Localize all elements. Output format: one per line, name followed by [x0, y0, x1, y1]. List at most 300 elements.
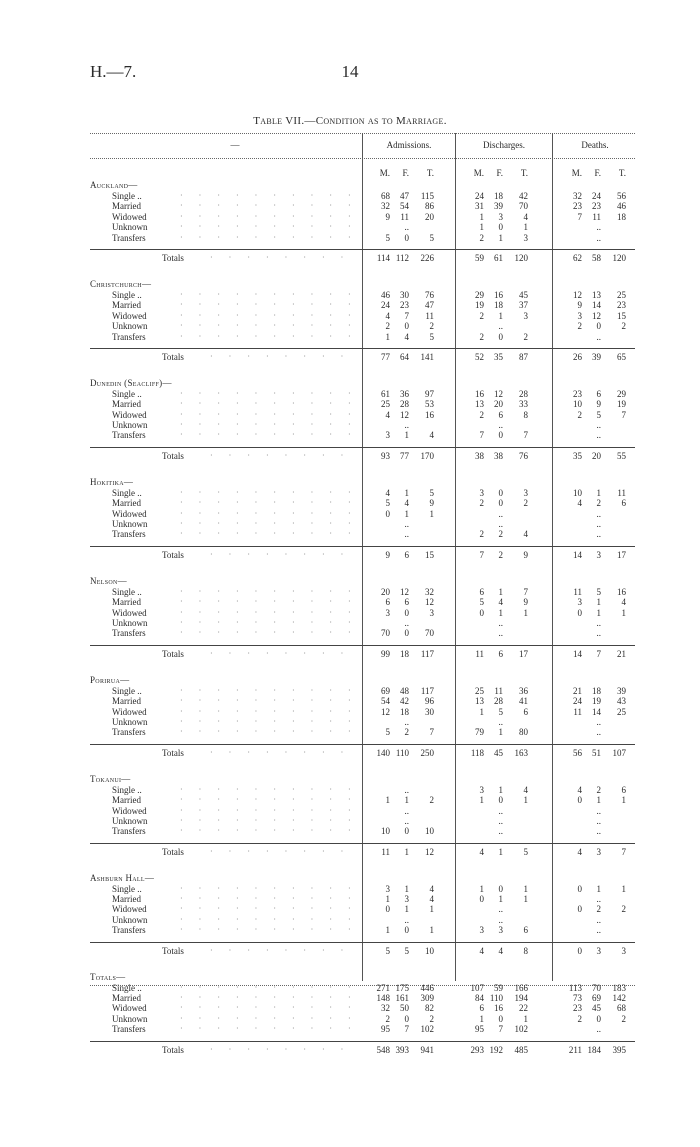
document-code: H.—7. [90, 62, 137, 81]
cell-value: 2 [385, 1013, 390, 1024]
cell-value: 0 [498, 795, 503, 806]
section-gap [90, 960, 635, 972]
cell-value: 70 [381, 628, 390, 639]
total-value: 56 [573, 747, 582, 758]
cell-value: 4 [385, 310, 390, 321]
cell-value: 4 [523, 211, 528, 222]
leader-dots: ········ [210, 1044, 360, 1054]
row-label: Transfers [112, 628, 146, 639]
totals-label: Totals [162, 1044, 184, 1055]
row-label: Single .. [112, 685, 142, 696]
leader-dots: ·········· [180, 399, 367, 409]
row-label: Widowed [112, 508, 147, 519]
totals-row [90, 348, 635, 366]
total-value: 5 [523, 846, 528, 857]
table-row [90, 1024, 635, 1034]
leader-dots: ·········· [180, 883, 367, 893]
cell-value: 3 [523, 310, 528, 321]
leader-dots: ·········· [180, 1003, 367, 1013]
cell-value: 3 [385, 883, 390, 894]
cell-value: 41 [519, 696, 528, 707]
cell-value: 0 [577, 883, 582, 894]
cell-value: 2 [479, 529, 484, 540]
leader-dots: ········ [210, 252, 360, 262]
cell-value: 2 [577, 321, 582, 332]
cell-value: 10 [381, 826, 390, 837]
cell-value: 2 [621, 904, 626, 915]
total-value: 26 [573, 351, 582, 362]
cell-value: 161 [395, 993, 409, 1004]
cell-value: 11 [425, 310, 434, 321]
total-value: 1 [498, 846, 503, 857]
total-value: 6 [404, 549, 409, 560]
subheader-m: M. [571, 168, 582, 178]
cell-value: 42 [519, 191, 528, 201]
row-label: Married [112, 696, 141, 707]
subheader-row [90, 168, 635, 180]
row-label: Widowed [112, 706, 147, 717]
cell-value: .. [404, 784, 409, 795]
cell-value: 20 [494, 399, 503, 410]
cell-value: 0 [404, 826, 409, 837]
total-value: 393 [395, 1044, 409, 1055]
row-label: Widowed [112, 310, 147, 321]
cell-value: 1 [523, 894, 528, 905]
row-label: Unknown [112, 519, 148, 530]
cell-value: 3 [385, 430, 390, 441]
cell-value: 2 [404, 727, 409, 738]
total-value: 211 [568, 1044, 582, 1055]
totals-row [90, 942, 635, 960]
subheader-f: F. [594, 168, 601, 178]
cell-value: .. [498, 805, 503, 816]
total-value: 59 [475, 252, 484, 263]
cell-value: 18 [494, 300, 503, 311]
section-name: Ashburn Hall— [90, 872, 155, 883]
total-value: 35 [573, 450, 582, 461]
row-label: Single .. [112, 191, 142, 201]
cell-value: 21 [573, 685, 582, 696]
total-value: 20 [592, 450, 601, 461]
cell-value: 86 [425, 201, 434, 212]
cell-value: 13 [475, 696, 484, 707]
leader-dots: ········ [210, 549, 360, 559]
cell-value: 8 [523, 409, 528, 420]
cell-value: 3 [479, 784, 484, 795]
total-value: 293 [470, 1044, 484, 1055]
totals-row [90, 843, 635, 861]
leader-dots: ·········· [180, 201, 367, 211]
cell-value: 70 [592, 982, 601, 993]
deaths-header: Deaths. [581, 140, 609, 150]
cell-value: 16 [494, 1003, 503, 1014]
cell-value: 25 [617, 289, 626, 300]
leader-dots: ·········· [180, 232, 367, 242]
row-label: Unknown [112, 815, 148, 826]
cell-value: 18 [592, 685, 601, 696]
leader-dots: ·········· [180, 222, 367, 232]
leader-dots: ·········· [180, 894, 367, 904]
cell-value: 1 [429, 904, 434, 915]
cell-value: 19 [475, 300, 484, 311]
cell-value: 18 [617, 211, 626, 222]
cell-value: 7 [523, 430, 528, 441]
leader-dots: ········ [210, 648, 360, 658]
leader-dots: ·········· [180, 409, 367, 419]
total-value: 51 [592, 747, 601, 758]
cell-value: 24 [573, 696, 582, 707]
totals-label: Totals [162, 450, 184, 461]
row-label: Transfers [112, 1024, 146, 1035]
cell-value: 29 [475, 289, 484, 300]
cell-value: 7 [479, 430, 484, 441]
cell-value: 4 [404, 498, 409, 509]
table-row [90, 915, 635, 925]
cell-value: 32 [425, 586, 434, 597]
section-gap [90, 663, 635, 675]
cell-value: 3 [498, 925, 503, 936]
cell-value: 61 [381, 388, 390, 399]
row-label: Widowed [112, 904, 147, 915]
section-8 [90, 972, 635, 1071]
totals-row [90, 546, 635, 564]
cell-value: 1 [385, 331, 390, 342]
leader-dots: ·········· [180, 310, 367, 320]
cell-value: 6 [523, 925, 528, 936]
totals-label: Totals [162, 549, 184, 560]
total-value: 17 [617, 549, 626, 560]
cell-value: 1 [479, 883, 484, 894]
cell-value: 0 [596, 321, 601, 332]
total-value: 45 [494, 747, 503, 758]
total-value: 87 [519, 351, 528, 362]
leader-dots: ·········· [180, 519, 367, 529]
cell-value: 29 [617, 388, 626, 399]
cell-value: 3 [404, 894, 409, 905]
row-label: Single .. [112, 982, 142, 993]
cell-value: 9 [523, 597, 528, 608]
cell-value: .. [498, 508, 503, 519]
row-label: Unknown [112, 716, 148, 727]
leader-dots: ·········· [180, 1013, 367, 1023]
total-value: 38 [494, 450, 503, 461]
cell-value: 96 [425, 696, 434, 707]
cell-value: 45 [519, 289, 528, 300]
cell-value: 25 [617, 706, 626, 717]
cell-value: 10 [425, 826, 434, 837]
cell-value: 37 [519, 300, 528, 311]
cell-value: 102 [420, 1024, 434, 1035]
cell-value: 42 [400, 696, 409, 707]
cell-value: 0 [577, 607, 582, 618]
cell-value: 0 [404, 925, 409, 936]
subheader-m: M. [473, 168, 484, 178]
cell-value: 1 [621, 883, 626, 894]
row-label: Single .. [112, 883, 142, 894]
cell-value: 23 [617, 300, 626, 311]
cell-value: 2 [523, 331, 528, 342]
table-row [90, 488, 635, 498]
cell-value: 76 [425, 289, 434, 300]
cell-value: 1 [523, 1013, 528, 1024]
total-value: 11 [381, 846, 390, 857]
cell-value: 3 [577, 597, 582, 608]
cell-value: .. [498, 826, 503, 837]
leader-dots: ········ [210, 351, 360, 361]
total-value: 250 [420, 747, 434, 758]
cell-value: .. [596, 914, 601, 925]
cell-value: 0 [498, 883, 503, 894]
cell-value: .. [404, 519, 409, 530]
cell-value: 5 [385, 727, 390, 738]
leader-dots: ·········· [180, 925, 367, 935]
cell-value: .. [498, 519, 503, 530]
leader-dots: ·········· [180, 191, 367, 200]
leader-dots: ·········· [180, 420, 367, 430]
total-value: 18 [400, 648, 409, 659]
row-label: Unknown [112, 222, 148, 233]
cell-value: 1 [479, 222, 484, 233]
row-label: Married [112, 300, 141, 311]
cell-value: 3 [479, 487, 484, 498]
cell-value: 12 [400, 586, 409, 597]
row-label: Widowed [112, 211, 147, 222]
cell-value: 1 [596, 597, 601, 608]
cell-value: 0 [404, 607, 409, 618]
cell-value: 11 [617, 487, 626, 498]
row-label: Married [112, 597, 141, 608]
cell-value: .. [498, 617, 503, 628]
table-row [90, 608, 635, 618]
cell-value: .. [498, 628, 503, 639]
row-label: Unknown [112, 420, 148, 431]
cell-value: .. [596, 716, 601, 727]
total-value: 112 [395, 252, 409, 263]
cell-value: 12 [592, 310, 601, 321]
cell-value: 7 [404, 310, 409, 321]
leader-dots: ·········· [180, 628, 367, 638]
leader-dots: ·········· [180, 321, 367, 331]
section-0 [90, 180, 635, 279]
cell-value: 32 [573, 191, 582, 201]
cell-value: 1 [404, 904, 409, 915]
cell-value: 12 [425, 597, 434, 608]
cell-value: 5 [429, 487, 434, 498]
cell-value: 14 [592, 300, 601, 311]
table-row [90, 618, 635, 628]
total-value: 61 [494, 252, 503, 263]
cell-value: 5 [385, 232, 390, 243]
cell-value: 12 [400, 409, 409, 420]
table-row [90, 795, 635, 805]
cell-value: .. [404, 617, 409, 628]
total-value: 52 [475, 351, 484, 362]
subheader-t: T. [618, 168, 626, 178]
table-row [90, 300, 635, 310]
cell-value: 16 [494, 289, 503, 300]
total-value: 10 [425, 945, 434, 956]
cell-value: 3 [429, 607, 434, 618]
total-value: 6 [498, 648, 503, 659]
cell-value: 0 [404, 1013, 409, 1024]
cell-value: 6 [385, 597, 390, 608]
cell-value: 2 [479, 409, 484, 420]
cell-value: .. [596, 727, 601, 738]
cell-value: 0 [404, 321, 409, 332]
discharges-header: Discharges. [482, 140, 526, 150]
cell-value: 115 [420, 191, 434, 201]
total-value: 110 [395, 747, 409, 758]
cell-value: .. [498, 815, 503, 826]
cell-value: 32 [381, 201, 390, 212]
cell-value: 2 [479, 498, 484, 509]
total-value: 395 [612, 1044, 626, 1055]
table-row [90, 806, 635, 816]
total-value: 3 [596, 846, 601, 857]
row-label: Transfers [112, 331, 146, 342]
total-value: 14 [573, 549, 582, 560]
section-gap [90, 366, 635, 378]
cell-value: 7 [621, 409, 626, 420]
leader-dots: ·········· [180, 388, 367, 398]
cell-value: 0 [404, 232, 409, 243]
table-row [90, 311, 635, 321]
total-value: 39 [592, 351, 601, 362]
cell-value: .. [596, 925, 601, 936]
cell-value: 1 [498, 310, 503, 321]
cell-value: 1 [479, 795, 484, 806]
cell-value: 1 [404, 883, 409, 894]
table-row [90, 816, 635, 826]
totals-row [90, 249, 635, 267]
cell-value: 31 [475, 201, 484, 212]
cell-value: 9 [577, 300, 582, 311]
cell-value: 4 [621, 597, 626, 608]
cell-value: 9 [385, 211, 390, 222]
section-2 [90, 378, 635, 477]
row-label: Widowed [112, 409, 147, 420]
leader-dots: ·········· [180, 706, 367, 716]
cell-value: 46 [381, 289, 390, 300]
cell-value: 7 [404, 1024, 409, 1035]
leader-dots: ·········· [180, 696, 367, 706]
row-label: Single .. [112, 784, 142, 795]
subheader-t: T. [426, 168, 434, 178]
cell-value: 4 [577, 784, 582, 795]
leader-dots: ·········· [180, 993, 367, 1003]
table-row [90, 212, 635, 222]
section-name: Christchurch— [90, 278, 152, 289]
cell-value: 194 [514, 993, 528, 1004]
cell-value: 53 [425, 399, 434, 410]
cell-value: 1 [596, 795, 601, 806]
cell-value: 2 [523, 498, 528, 509]
cell-value: 3 [479, 925, 484, 936]
leader-dots: ·········· [180, 815, 367, 825]
cell-value: 11 [592, 211, 601, 222]
cell-value: 2 [429, 321, 434, 332]
leader-dots: ·········· [180, 211, 367, 221]
cell-value: 5 [479, 597, 484, 608]
cell-value: 1 [621, 607, 626, 618]
leader-dots: ·········· [180, 982, 367, 992]
cell-value: 1 [498, 232, 503, 243]
row-label: Transfers [112, 529, 146, 540]
cell-value: 2 [429, 1013, 434, 1024]
cell-value: 2 [479, 310, 484, 321]
cell-value: 3 [523, 232, 528, 243]
cell-value: 1 [404, 795, 409, 806]
cell-value: 36 [400, 388, 409, 399]
cell-value: 73 [573, 993, 582, 1004]
cell-value: 13 [592, 289, 601, 300]
cell-value: 1 [596, 883, 601, 894]
cell-value: 3 [385, 607, 390, 618]
leader-dots: ········ [210, 846, 360, 856]
cell-value: 4 [429, 894, 434, 905]
cell-value: 20 [425, 211, 434, 222]
cell-value: 0 [498, 430, 503, 441]
cell-value: 1 [498, 727, 503, 738]
cell-value: .. [596, 331, 601, 342]
total-value: 163 [514, 747, 528, 758]
cell-value: 23 [573, 201, 582, 212]
cell-value: 2 [596, 784, 601, 795]
totals-row [90, 1041, 635, 1059]
leader-dots: ·········· [180, 617, 367, 627]
admissions-header: Admissions. [386, 140, 432, 150]
leader-dots: ·········· [180, 607, 367, 617]
leader-dots: ·········· [180, 826, 367, 836]
cell-value: 0 [479, 894, 484, 905]
row-label: Single .. [112, 487, 142, 498]
table-row [90, 597, 635, 607]
total-value: 548 [376, 1044, 390, 1055]
row-label: Unknown [112, 321, 148, 332]
table-row [90, 191, 635, 201]
cell-value: 2 [385, 321, 390, 332]
leader-dots: ·········· [180, 904, 367, 914]
leader-dots: ·········· [180, 529, 367, 539]
total-value: 15 [425, 549, 434, 560]
cell-value: .. [596, 894, 601, 905]
table-row [90, 233, 635, 243]
cell-value: 36 [519, 685, 528, 696]
table-title-prefix: Table VII. [253, 115, 305, 127]
leader-dots: ·········· [180, 805, 367, 815]
cell-value: 1 [523, 607, 528, 618]
cell-value: 4 [385, 409, 390, 420]
section-name: Hokitika— [90, 476, 134, 487]
totals-label: Totals [162, 846, 184, 857]
total-value: 2 [498, 549, 503, 560]
total-value: 5 [404, 945, 409, 956]
totals-label: Totals [162, 747, 184, 758]
leader-dots: ········ [210, 945, 360, 955]
section-name: Nelson— [90, 575, 127, 586]
total-value: 65 [617, 351, 626, 362]
leader-dots: ·········· [180, 498, 367, 508]
section-gap [90, 564, 635, 576]
total-value: 0 [577, 945, 582, 956]
cell-value: 69 [381, 685, 390, 696]
row-label: Married [112, 399, 141, 410]
cell-value: 0 [498, 1013, 503, 1024]
row-label: Widowed [112, 607, 147, 618]
table-row [90, 686, 635, 696]
table-row [90, 389, 635, 399]
cell-value: 10 [573, 487, 582, 498]
